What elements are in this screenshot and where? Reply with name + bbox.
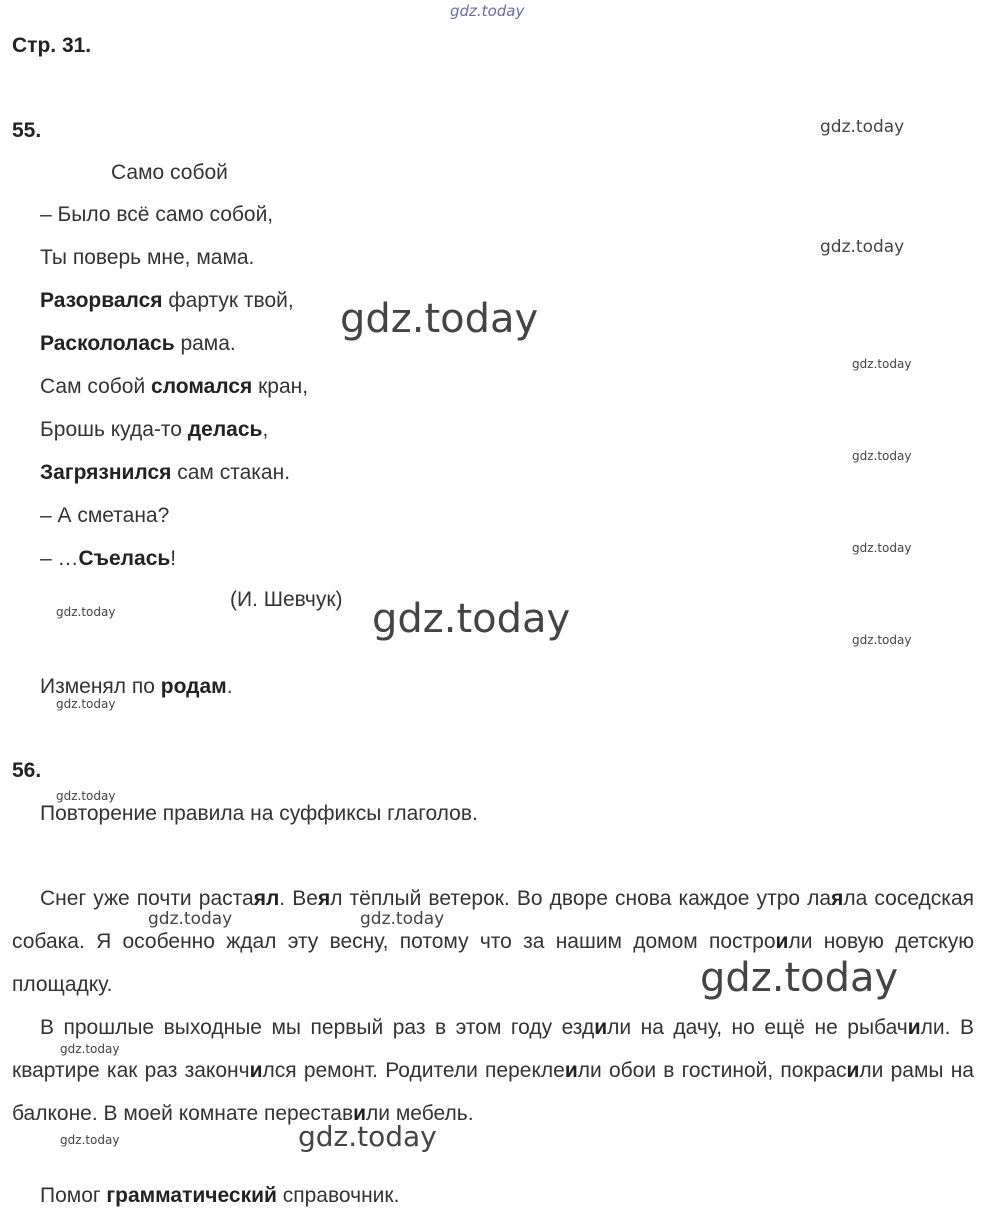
suffix-highlight: я [317,887,331,910]
task-56-paragraph-2 [12,1006,974,1135]
watermark-large: gdz.today [700,955,899,1001]
suffix-highlight: и [249,1059,263,1082]
poem-line-text: фартук твой, [162,289,294,312]
watermark: gdz.today [852,449,912,463]
conclusion-text: Изменял по [40,675,161,698]
paragraph-text: ли. В квартире как раз законч [12,1016,975,1082]
watermark: gdz.today [852,541,912,555]
poem-line [40,375,308,399]
poem-line [40,547,176,571]
paragraph-text: л тёплый ветерок. Во дворе снова каждое утро ла [330,887,832,910]
poem-line-bold: Разорвался [40,289,163,312]
paragraph-text: ли на дачу, но ещё не рыбач [607,1016,908,1039]
poem-line [40,332,236,356]
task-56-intro: Повторение правила на суффиксы глаголов. [40,802,478,825]
paragraph-text: ли рамы на балконе. В моей комнате перестав [12,1059,974,1125]
conclusion-text: . [226,675,233,698]
poem-author: (И. Шевчук) [230,588,343,611]
poem-line [40,246,254,270]
suffix-highlight: я [831,887,844,910]
task-56-conclusion [40,1184,399,1208]
page-label: Стр. 31. [12,34,92,57]
suffix-highlight: и [594,1016,608,1039]
poem-line-text: Ты поверь мне, мама. [40,246,255,269]
task-55-number: 55. [12,119,42,142]
watermark: gdz.today [56,697,116,711]
watermark: gdz.today [148,909,233,929]
watermark: gdz.today [820,237,905,257]
poem-line-bold: Съелась [78,547,171,570]
poem-line-text: Сам собой [40,375,152,398]
task-56-number: 56. [12,759,42,782]
suffix-highlight: и [846,1059,860,1082]
poem-line-text: рама. [174,332,236,355]
watermark-top: gdz.today [450,2,525,20]
watermark: gdz.today [852,357,912,371]
poem-line-text: – Было всё само собой, [40,203,274,226]
paragraph-text: лся ремонт. Родители перекле [262,1059,565,1082]
suffix-highlight: ял [253,887,280,910]
poem-line-text: – … [40,547,79,570]
suffix-highlight: и [564,1059,578,1082]
paragraph-text: ли новую детскую площадку. [12,930,974,996]
poem-line [40,289,294,313]
poem-line [40,418,268,442]
poem-line [40,461,290,485]
watermark: gdz.today [852,633,912,647]
paragraph-text: . Ве [279,887,318,910]
paragraph-text: ли обои в гостиной, покрас [577,1059,847,1082]
suffix-highlight: и [775,930,789,953]
paragraph-text: ла соседская собака. Я особенно ждал эту весну, потому что за нашим домом постро [12,887,975,953]
watermark: gdz.today [60,1133,120,1147]
watermark-large: gdz.today [340,296,539,342]
poem-line [40,203,273,227]
conclusion-text: Помог [40,1184,107,1207]
poem-line-text: кран, [252,375,309,398]
poem-line-bold: Раскололась [40,332,175,355]
poem-line-bold: Загрязнился [40,461,172,484]
conclusion-bold: родам [160,675,227,698]
task-55-conclusion [40,675,233,699]
paragraph-text: В прошлые выходные мы первый раз в этом году езд [40,1016,595,1039]
poem-title: Само собой [111,161,228,184]
paragraph-text: Снег уже почти раста [40,887,254,910]
poem-line-text: – А сметана? [40,504,170,527]
poem-line-text: сам стакан. [171,461,291,484]
poem-line-bold: сломался [151,375,253,398]
poem-line-text: , [262,418,269,441]
watermark: gdz.today [360,909,445,929]
suffix-highlight: и [907,1016,921,1039]
watermark: gdz.today [56,605,116,619]
poem-line-text: Брошь куда-то [40,418,188,441]
poem-line-text: ! [170,547,177,570]
watermark: gdz.today [60,1042,120,1056]
watermark-medium: gdz.today [298,1120,437,1153]
suffix-highlight: и [353,1102,367,1125]
poem-line [40,504,169,528]
watermark-large: gdz.today [372,596,571,642]
watermark: gdz.today [56,789,116,803]
task-56-paragraph-1 [12,877,974,1006]
poem-line-bold: делась [187,418,263,441]
conclusion-text: справочник. [276,1184,400,1207]
watermark: gdz.today [820,117,905,137]
paragraph-text: ли мебель. [366,1102,474,1125]
conclusion-bold: грамматический [106,1184,277,1207]
